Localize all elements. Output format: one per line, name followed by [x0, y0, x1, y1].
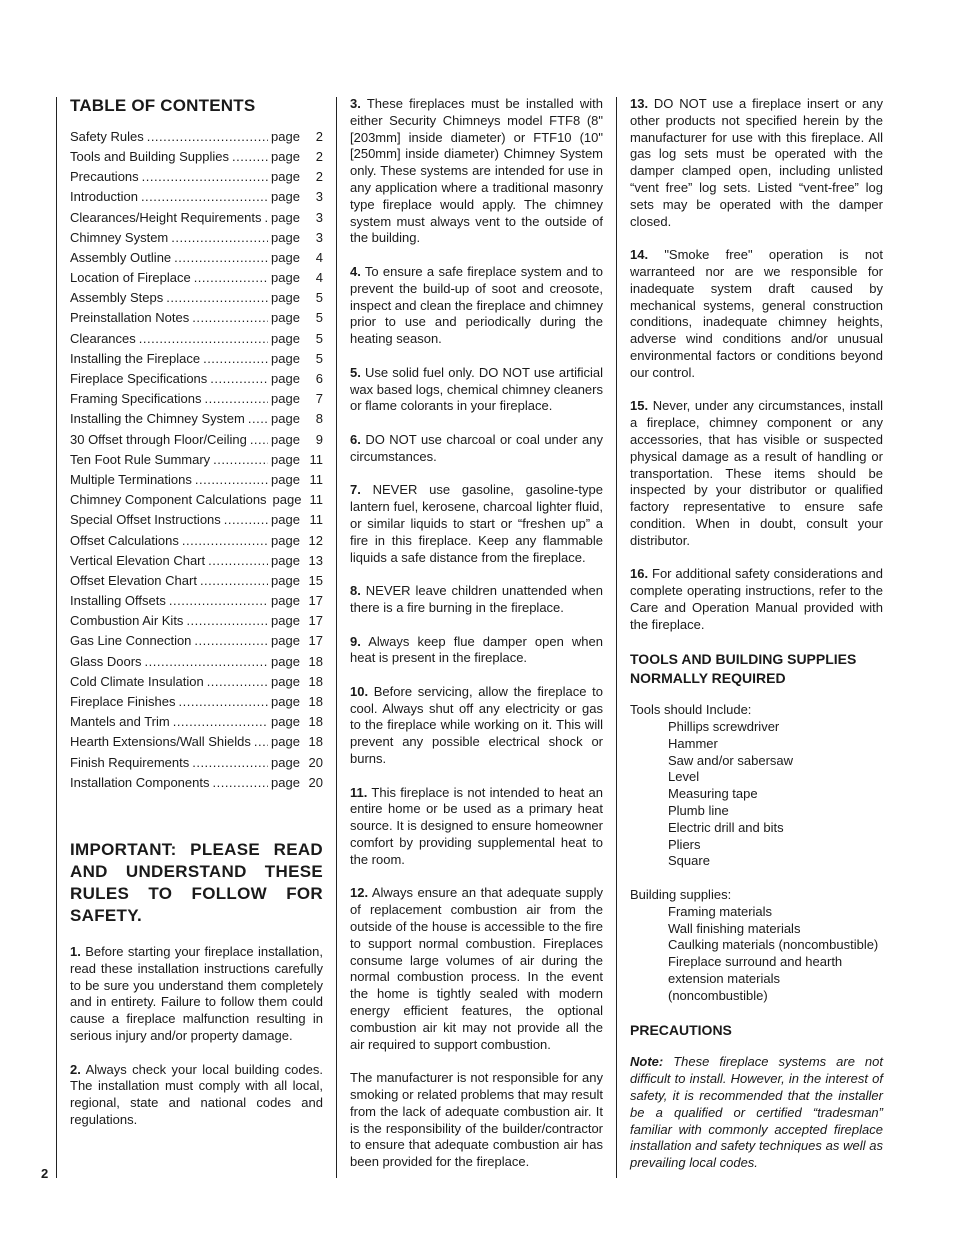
- toc-entry-title: Fireplace Specifications: [70, 371, 208, 387]
- rule-text: "Smoke free" operation is not warranteed nor are we responsible for inadequate system draft caused by mechanical systems, general construction conditions, inadequate chimney heights, adverse wind conditions and/or unusual environmental factors or conditions beyond our control.: [630, 247, 883, 380]
- toc-list: [70, 129, 323, 795]
- toc-entry: [70, 210, 323, 230]
- toc-entry-leader: [179, 694, 269, 711]
- toc-entry-page-label: page: [271, 633, 300, 649]
- rule-number: 14.: [630, 247, 649, 263]
- toc-entry-page-number: 2: [315, 128, 323, 144]
- rule-text: DO NOT use charcoal or coal under any circumstances.: [350, 431, 603, 464]
- toc-entry-page-number: 2: [315, 169, 323, 185]
- toc-entry-leader: [203, 351, 268, 368]
- toc-entry: [70, 755, 323, 775]
- toc-entry-leader: [232, 149, 268, 166]
- toc-entry: [70, 351, 323, 371]
- toc-entry-page-number: 7: [315, 391, 323, 407]
- rule-text: Always keep flue damper open when heat is present in the fireplace.: [350, 633, 603, 666]
- toc-entry-leader: [248, 411, 268, 428]
- toc-entry: [70, 169, 323, 189]
- toc-entry-page-label: page: [271, 673, 300, 689]
- column-divider-left: [56, 97, 57, 1178]
- toc-entry-leader: [210, 371, 268, 388]
- toc-entry-page-number: 8: [315, 411, 323, 427]
- note-text: These fireplace systems are not difficult to install. However, in the interest of safety, it is recommended that the installer be a qualified or certified “tradesman” familiar with commonly accepted fireplace installation and safety techniques as well as prevailing local codes.: [630, 1054, 883, 1171]
- safety-rule: [630, 96, 883, 230]
- toc-entry-page-label: page: [271, 714, 300, 730]
- rule-text: To ensure a safe fireplace system and to prevent the build-up of soot and creosote, inspect and clean the fireplace and chimney prior to use and periodically during the heating season.: [350, 263, 603, 347]
- toc-entry-leader: [171, 230, 268, 247]
- toc-entry-leader: [145, 654, 268, 671]
- safety-rule: [70, 944, 323, 1045]
- toc-entry-title: Installing the Fireplace: [70, 350, 201, 366]
- toc-entry: [70, 290, 323, 310]
- toc-entry-page-label: page: [271, 350, 300, 366]
- toc-entry-title: Installing the Chimney System: [70, 411, 245, 427]
- rule-number: 1.: [70, 943, 81, 959]
- toc-entry-page-label: page: [271, 754, 300, 770]
- safety-rule: [350, 785, 603, 869]
- toc-entry-title: Precautions: [70, 169, 139, 185]
- rule-text: DO NOT use a fireplace insert or any other products not specified herein by the manufacturer for use with this fireplace. All gas log sets must be operated with the damper clamped open, including unlisted “vent free” log sets. Listed “vent-free” log sets may be operated with the damper closed.: [630, 96, 883, 229]
- toc-entry-leader: [205, 391, 269, 408]
- toc-entry-leader: [139, 331, 268, 348]
- toc-entry-page-number: 5: [315, 290, 323, 306]
- toc-entry-title: Multiple Terminations: [70, 471, 192, 487]
- rule-text: Always check your local building codes. The installation must comply with all local, regional, state and national codes and regulations.: [70, 1061, 323, 1127]
- toc-entry-title: Installation Components: [70, 774, 210, 790]
- toc-entry-page-number: 13: [308, 552, 323, 568]
- toc-entry-title: Vertical Elevation Chart: [70, 552, 206, 568]
- toc-entry: [70, 512, 323, 532]
- toc-entry-page-label: page: [271, 249, 300, 265]
- toc-entry-page-label: page: [271, 593, 300, 609]
- tool-item: Hammer: [668, 735, 718, 751]
- rule-text: Never, under any circumstances, install a fireplace, chimney component or any accessories, that has visible or suspected physical damage as a result of handling or transportation. These items should be inspected by your distributor or qualified factory representative to ensure safe condition. When in doubt, consult your distributor.: [630, 398, 883, 548]
- safety-rule: [350, 885, 603, 1053]
- toc-entry-page-number: 11: [309, 471, 323, 487]
- toc-entry: [70, 613, 323, 633]
- toc-entry-leader: [194, 270, 268, 287]
- toc-entry: [70, 310, 323, 330]
- toc-entry: [70, 472, 323, 492]
- note-lead: Note:: [630, 1054, 664, 1070]
- toc-entry: [70, 674, 323, 694]
- tool-item: Saw and/or sabersaw: [668, 752, 794, 768]
- rule-text: Always ensure an that adequate supply of replacement combustion air from the outside of the house is accessible to the fire to support normal combustion. Fireplaces consume large volumes of air during the normal combustion process. In the event the home is tightly sealed with modern energy efficient features, the optional combustion air kit may not provide all the air required to support combustion.: [350, 885, 603, 1052]
- rule-text: This fireplace is not intended to heat an entire home or be used as a primary heat source. It is designed to ensure homeowner comfort by providing supplemental heat to the room.: [350, 784, 603, 867]
- toc-entry-page-label: page: [271, 270, 300, 286]
- supply-item: Fireplace surround and hearth extension materials (noncombustible): [668, 954, 843, 1003]
- rule-number: 16.: [630, 566, 649, 582]
- rule-number: 15.: [630, 398, 649, 414]
- rule-number: 13.: [630, 96, 649, 111]
- safety-rule: [350, 583, 603, 617]
- column-divider-middle: [336, 97, 337, 1178]
- toc-entry: [70, 331, 323, 351]
- safety-rules-part-2: [350, 96, 603, 1171]
- toc-entry-page-label: page: [271, 411, 300, 427]
- toc-entry-page-number: 6: [315, 371, 323, 387]
- safety-rule: [350, 684, 603, 768]
- safety-rule: [350, 96, 603, 247]
- page-number: 2: [41, 1166, 49, 1181]
- column-2: [350, 96, 603, 1188]
- toc-entry-page-number: 20: [308, 774, 323, 790]
- safety-rule: [350, 634, 603, 668]
- toc-entry-page-label: page: [271, 330, 300, 346]
- safety-rules-part-1: [70, 944, 323, 1129]
- toc-entry-page-number: 18: [308, 653, 323, 669]
- toc-entry-leader: [208, 553, 268, 570]
- toc-entry-page-number: 11: [309, 512, 323, 528]
- toc-entry-title: Offset Calculations: [70, 532, 179, 548]
- toc-entry-page-number: 3: [315, 209, 323, 225]
- toc-entry: [70, 714, 323, 734]
- toc-entry-leader: [194, 633, 268, 650]
- rule-number: 3.: [350, 96, 361, 111]
- rule-number: 5.: [350, 364, 361, 380]
- toc-entry-leader: [186, 613, 268, 630]
- toc-entry-title: Hearth Extensions/Wall Shields: [70, 734, 251, 750]
- toc-entry-page-number: 12: [308, 532, 323, 548]
- rule-number: 6.: [350, 431, 361, 447]
- toc-entry-page-number: 17: [308, 633, 323, 649]
- tool-item: Pliers: [668, 836, 701, 852]
- tools-list: [668, 719, 883, 870]
- toc-entry-leader: [192, 755, 268, 772]
- toc-entry-title: Chimney System: [70, 229, 169, 245]
- tool-item: Level: [668, 769, 700, 785]
- rule-text: Before servicing, allow the fireplace to cool. Always shut off any electricity or gas to the fireplace while working on it. This will prevent any possible electrical shock or burns.: [350, 683, 603, 767]
- precautions-note: [630, 1054, 883, 1172]
- toc-entry-title: Safety Rules: [70, 128, 144, 144]
- safety-rule: [350, 432, 603, 466]
- toc-entry-title: Framing Specifications: [70, 391, 202, 407]
- rule-text: NEVER leave children unattended when there is a fire burning in the fireplace.: [350, 583, 603, 615]
- toc-entry: [70, 411, 323, 431]
- tool-item: Plumb line: [668, 803, 729, 819]
- toc-entry: [70, 694, 323, 714]
- rule-text: The manufacturer is not responsible for any smoking or related problems that may result from the lack of adequate combustion air. It is the responsibility of the builder/contractor to ensure that adequate combustion air has been provided for the fireplace.: [350, 1070, 603, 1170]
- toc-entry-title: Cold Climate Insulation: [70, 673, 204, 689]
- toc-entry-page-label: page: [271, 431, 300, 447]
- toc-entry-page-number: 15: [308, 572, 323, 588]
- toc-entry: [70, 533, 323, 553]
- toc-entry-page-number: 9: [315, 431, 323, 447]
- toc-entry-title: Location of Fireplace: [70, 270, 191, 286]
- rule-text: Use solid fuel only. DO NOT use artificial wax based logs, chemical chimney cleaners or flame colorants in your fireplace.: [350, 364, 603, 414]
- toc-entry-leader: [169, 593, 268, 610]
- toc-entry-title: Preinstallation Notes: [70, 310, 190, 326]
- toc-entry-page-number: 18: [308, 734, 323, 750]
- toc-heading: TABLE OF CONTENTS: [70, 96, 256, 115]
- tool-item: Square: [668, 853, 710, 869]
- safety-rules-part-3: [630, 96, 883, 634]
- supply-item: Caulking materials (noncombustible): [668, 937, 879, 953]
- toc-entry-title: Assembly Steps: [70, 290, 164, 306]
- toc-entry: [70, 250, 323, 270]
- supplies-label: Building supplies:: [630, 887, 732, 903]
- column-3: [630, 96, 883, 1172]
- toc-entry: [70, 371, 323, 391]
- rule-text: These fireplaces must be installed with either Security Chimneys model FTF8 (8" [203mm] inside diameter) or FTF10 (10" [250mm] inside diameter) Chimney System only. These systems are intended for use in any application where a traditional masonry type fireplace would apply. The chimney system must always vent to the outside of the building.: [350, 96, 603, 246]
- toc-entry-title: Finish Requirements: [70, 754, 190, 770]
- tools-label: Tools should Include:: [630, 702, 752, 718]
- toc-entry-page-label: page: [271, 391, 300, 407]
- toc-entry-title: Gas Line Connection: [70, 633, 192, 649]
- toc-entry: [70, 775, 323, 795]
- toc-entry-title: Clearances/Height Requirements: [70, 209, 262, 225]
- toc-entry-page-label: page: [271, 734, 300, 750]
- toc-entry-leader: [147, 129, 268, 146]
- toc-entry-page-label: page: [272, 492, 302, 508]
- toc-entry-leader: [254, 734, 268, 751]
- toc-entry-page-label: page: [271, 169, 300, 185]
- toc-entry-leader: [264, 210, 268, 227]
- toc-entry: [70, 129, 323, 149]
- toc-entry-leader: [173, 714, 268, 731]
- toc-entry: [70, 391, 323, 411]
- toc-entry-leader: [166, 290, 268, 307]
- toc-entry: [70, 492, 323, 512]
- toc-entry-leader: [250, 432, 268, 449]
- toc-entry-title: Glass Doors: [70, 653, 142, 669]
- safety-rule: [350, 482, 603, 566]
- toc-entry-leader: [182, 533, 268, 550]
- rule-text: For additional safety considerations and complete operating instructions, refer to the Care and Operation Manual provided with the fireplace.: [630, 566, 883, 632]
- toc-entry-leader: [141, 189, 268, 206]
- toc-entry-title: Tools and Building Supplies: [70, 148, 229, 164]
- toc-entry-page-label: page: [271, 774, 300, 790]
- safety-rule: [630, 398, 883, 549]
- safety-rule: [70, 1062, 323, 1129]
- important-heading: IMPORTANT: PLEASE READ AND UNDERSTAND THESE RULES TO FOLLOW FOR SAFETY.: [70, 839, 323, 925]
- safety-rule: [350, 264, 603, 348]
- toc-entry-leader: [224, 512, 268, 529]
- toc-entry-page-number: 4: [315, 249, 323, 265]
- safety-rule: [630, 566, 883, 633]
- toc-entry-page-number: 2: [315, 148, 323, 164]
- toc-entry-title: 30 Offset through Floor/Ceiling: [70, 431, 247, 447]
- toc-entry-title: Installing Offsets: [70, 593, 166, 609]
- safety-rule: [630, 247, 883, 381]
- toc-entry: [70, 230, 323, 250]
- toc-entry-page-number: 18: [308, 673, 323, 689]
- rule-number: 2.: [70, 1061, 81, 1077]
- toc-entry-title: Ten Foot Rule Summary: [70, 451, 211, 467]
- toc-entry-title: Offset Elevation Chart: [70, 572, 197, 588]
- toc-entry-page-number: 17: [308, 593, 323, 609]
- toc-entry: [70, 633, 323, 653]
- toc-entry-page-label: page: [271, 148, 300, 164]
- toc-entry: [70, 593, 323, 613]
- toc-entry-title: Chimney Component Calculations: [70, 492, 267, 508]
- toc-entry-page-number: 3: [315, 189, 323, 205]
- rule-number: 4.: [350, 263, 361, 279]
- rule-number: 9.: [350, 633, 361, 649]
- toc-entry-leader: [174, 250, 268, 267]
- safety-rule: [350, 365, 603, 415]
- toc-entry-page-number: 18: [308, 694, 323, 710]
- toc-entry-page-label: page: [271, 613, 300, 629]
- toc-entry-page-number: 20: [308, 754, 323, 770]
- toc-entry-page-label: page: [271, 209, 300, 225]
- toc-entry: [70, 149, 323, 169]
- rule-text: NEVER use gasoline, gasoline-type lantern fuel, kerosene, charcoal lighter fluid, or similar liquids to start or “freshen up” a fire in this fireplace. Keep any flammable liquids a safe distance from the fireplace.: [350, 482, 603, 565]
- toc-entry: [70, 270, 323, 290]
- toc-entry-page-number: 5: [315, 350, 323, 366]
- toc-entry: [70, 452, 323, 472]
- toc-entry-leader: [207, 674, 268, 691]
- toc-entry: [70, 432, 323, 452]
- toc-entry-leader: [195, 472, 268, 489]
- toc-entry-page-label: page: [271, 572, 300, 588]
- toc-entry: [70, 654, 323, 674]
- toc-entry-leader: [213, 452, 268, 469]
- toc-entry-page-number: 3: [315, 229, 323, 245]
- toc-entry-page-number: 11: [309, 451, 323, 467]
- supplies-list: [668, 904, 883, 1005]
- rule-number: 7.: [350, 482, 361, 498]
- toc-entry-title: Combustion Air Kits: [70, 613, 184, 629]
- toc-entry-title: Fireplace Finishes: [70, 694, 176, 710]
- precautions-heading: PRECAUTIONS: [630, 1022, 732, 1039]
- toc-entry-leader: [200, 573, 268, 590]
- toc-entry: [70, 189, 323, 209]
- tools-heading: TOOLS AND BUILDING SUPPLIES NORMALLY REQUIRED: [630, 651, 857, 687]
- toc-entry: [70, 553, 323, 573]
- toc-entry-page-label: page: [271, 653, 300, 669]
- rule-text: Before starting your fireplace installation, read these installation instructions carefully to be sure you understand them completely and in entirety. Failure to follow them could cause a fireplace malfunction resulting in serious injury and/or property damage.: [70, 943, 323, 1043]
- toc-entry-page-number: 17: [308, 613, 323, 629]
- column-1: [70, 96, 323, 1146]
- supply-item: Wall finishing materials: [668, 920, 801, 936]
- toc-entry-title: Special Offset Instructions: [70, 512, 221, 528]
- toc-entry-title: Mantels and Trim: [70, 714, 170, 730]
- toc-entry-page-label: page: [271, 290, 300, 306]
- toc-entry: [70, 734, 323, 754]
- toc-entry-title: Introduction: [70, 189, 138, 205]
- toc-entry-page-label: page: [271, 694, 300, 710]
- column-divider-right: [616, 97, 617, 1178]
- toc-entry-page-label: page: [271, 371, 300, 387]
- toc-entry-page-number: 11: [309, 492, 323, 508]
- toc-entry-page-label: page: [271, 189, 300, 205]
- rule-number: 10.: [350, 683, 369, 699]
- tool-item: Electric drill and bits: [668, 819, 784, 835]
- tool-item: Phillips screwdriver: [668, 719, 780, 735]
- tool-item: Measuring tape: [668, 786, 758, 802]
- toc-entry-page-label: page: [271, 532, 300, 548]
- toc-entry-page-label: page: [271, 471, 300, 487]
- rule-number: 12.: [350, 885, 369, 901]
- rule-number: 11.: [350, 784, 368, 800]
- toc-entry-page-label: page: [271, 552, 300, 568]
- toc-entry-page-label: page: [271, 512, 300, 528]
- safety-rule: [350, 1070, 603, 1171]
- toc-entry-leader: [192, 310, 268, 327]
- toc-entry-page-number: 5: [315, 310, 323, 326]
- toc-entry-title: Clearances: [70, 330, 136, 346]
- toc-entry-page-label: page: [271, 128, 300, 144]
- toc-entry-page-label: page: [271, 229, 300, 245]
- rule-number: 8.: [350, 583, 361, 599]
- toc-entry-leader: [142, 169, 268, 186]
- toc-entry-page-label: page: [271, 451, 300, 467]
- toc-entry-page-number: 18: [308, 714, 323, 730]
- toc-entry-page-label: page: [271, 310, 300, 326]
- toc-entry: [70, 573, 323, 593]
- toc-entry-title: Assembly Outline: [70, 249, 172, 265]
- toc-entry-leader: [212, 775, 268, 792]
- toc-entry-page-number: 5: [315, 330, 323, 346]
- supply-item: Framing materials: [668, 903, 773, 919]
- toc-entry-page-number: 4: [315, 270, 323, 286]
